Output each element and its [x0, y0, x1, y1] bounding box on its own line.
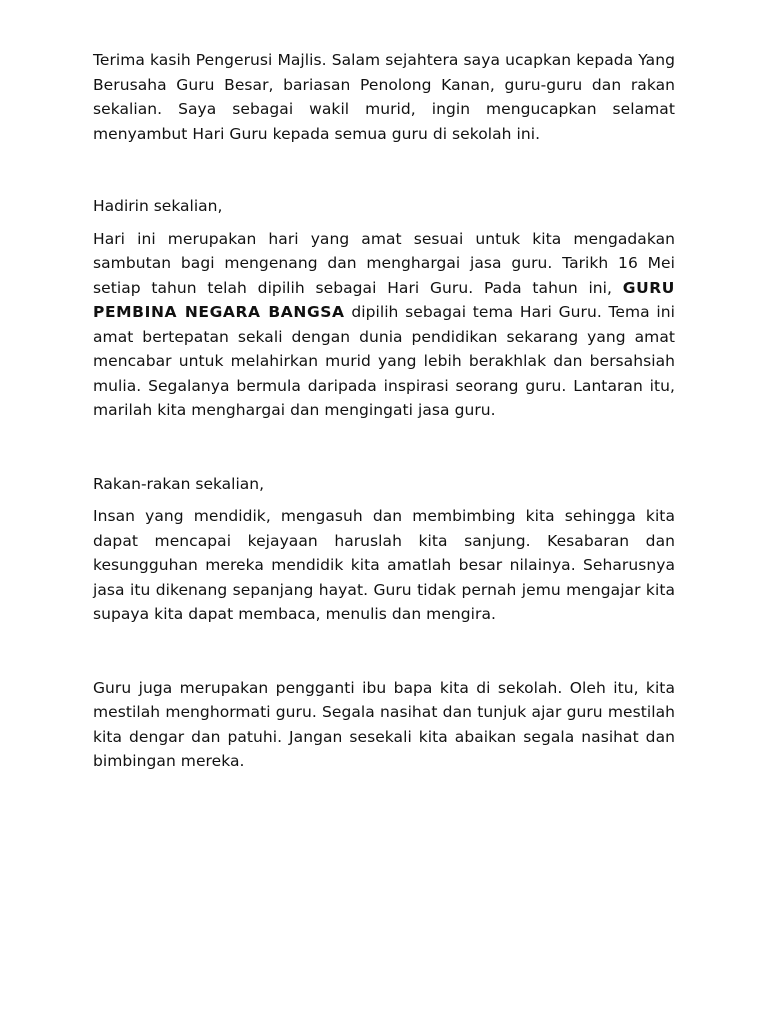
- paragraph-hari-guru-text-after: dipilih sebagai tema Hari Guru. Tema ini amat bertepatan sekali dengan dunia pendidikan sekarang yang amat mencabar untuk melahirkan murid yang lebih berakhlak dan bersahsiah mulia. Segalanya bermula daripada inspirasi seorang guru. Lantaran itu, marilah kita menghargai dan mengingati jasa guru.: [93, 303, 675, 419]
- paragraph-hari-guru: [93, 227, 675, 423]
- theme-title: GURU PEMBINA NEGARA BANGSA: [93, 278, 675, 321]
- paragraph-hari-guru-text-before: Hari ini merupakan hari yang amat sesuai untuk kita mengadakan sambutan bagi mengenang dan menghargai jasa guru. Tarikh 16 Mei setiap tahun telah dipilih sebagai Hari Guru. Pada tahun ini,: [93, 229, 675, 297]
- paragraph-opening: Terima kasih Pengerusi Majlis. Salam sejahtera saya ucapkan kepada Yang Berusaha Guru Besar, bariasan Penolong Kanan, guru-guru dan rakan sekalian. Saya sebagai wakil murid, ingin mengucapkan selamat menyambut Hari Guru kepada semua guru di sekolah ini.: [93, 51, 675, 143]
- greeting-hadirin: Hadirin sekalian,: [93, 197, 223, 215]
- paragraph-pengganti: Guru juga merupakan pengganti ibu bapa kita di sekolah. Oleh itu, kita mestilah menghormati guru. Segala nasihat dan tunjuk ajar guru mestilah kita dengar dan patuhi. Jangan sesekali kita abaikan segala nasihat dan bimbingan mereka.: [93, 678, 675, 770]
- greeting-rakan: Rakan-rakan sekalian,: [93, 474, 265, 493]
- paragraph-insan: Insan yang mendidik, mengasuh dan membimbing kita sehingga kita dapat mencapai kejayaan haruslah kita sanjung. Kesabaran dan kesungguhan mereka mendidik kita amatlah besar nilainya. Seharusnya jasa itu dikenang sepanjang hayat. Guru tidak pernah jemu mengajar kita supaya kita dapat membaca, menulis dan mengira.: [93, 507, 675, 623]
- document-page: [93, 48, 675, 774]
